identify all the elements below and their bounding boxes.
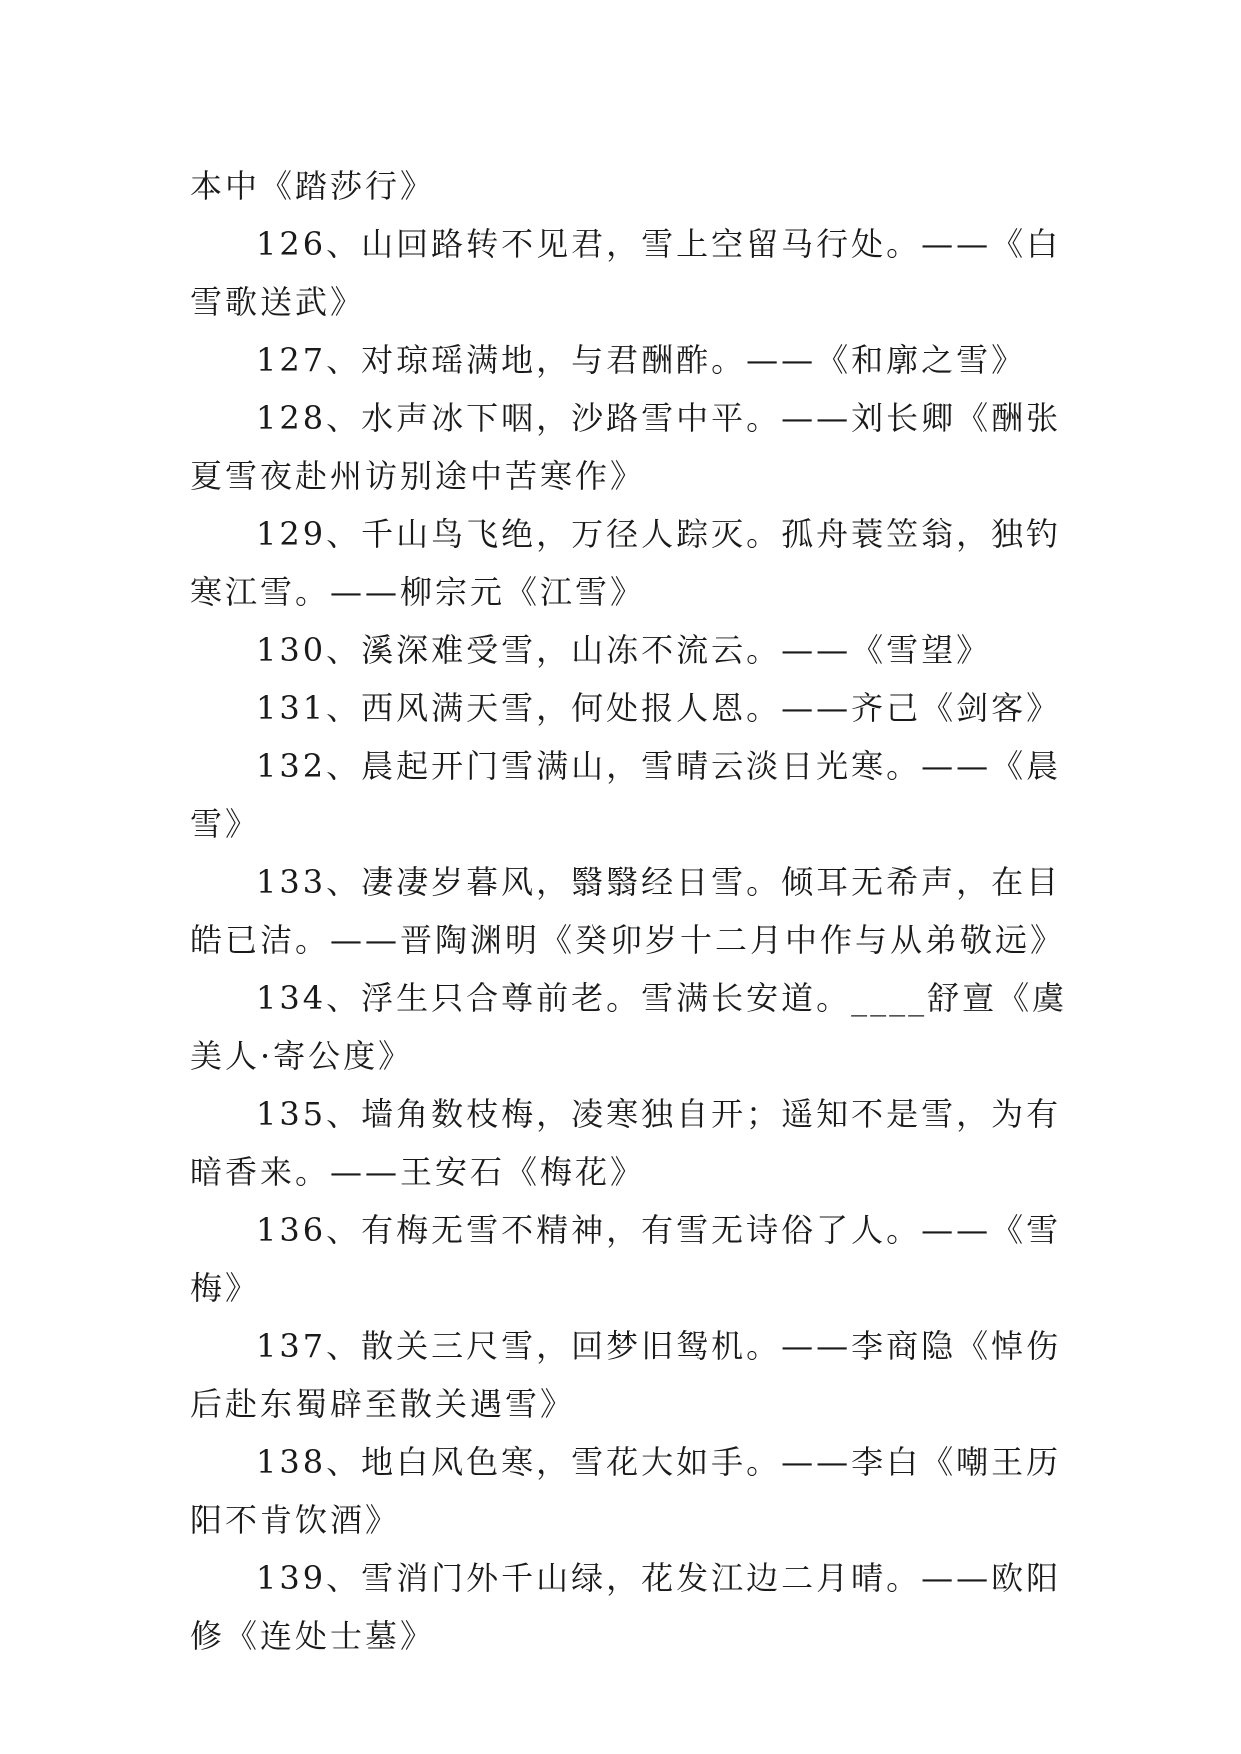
paragraph-136: 136、有梅无雪不精神，有雪无诗俗了人。——《雪梅》 <box>190 1211 1062 1307</box>
paragraph-127: 127、对琼瑶满地，与君酬酢。——《和廓之雪》 <box>256 341 1027 379</box>
paragraph-132: 132、晨起开门雪满山，雪晴云淡日光寒。——《晨雪》 <box>190 747 1062 843</box>
paragraph-139: 139、雪消门外千山绿，花发江边二月晴。——欧阳修《连处士墓》 <box>190 1559 1062 1655</box>
paragraph-131: 131、西风满天雪，何处报人恩。——齐己《剑客》 <box>256 689 1062 727</box>
document-body <box>190 157 1070 1665</box>
paragraph-128: 128、水声冰下咽，沙路雪中平。——刘长卿《酬张夏雪夜赴州访别途中苦寒作》 <box>190 399 1062 495</box>
paragraph-135: 135、墙角数枝梅，凌寒独自开；遥知不是雪，为有暗香来。——王安石《梅花》 <box>190 1095 1062 1191</box>
paragraph-continuation: 本中《踏莎行》 <box>190 167 436 205</box>
paragraph-137: 137、散关三尺雪，回梦旧鸳机。——李商隐《悼伤后赴东蜀辟至散关遇雪》 <box>190 1327 1062 1423</box>
paragraph-134: 134、浮生只合尊前老。雪满长安道。____舒亶《虞美人·寄公度》 <box>190 979 1068 1075</box>
paragraph-126: 126、山回路转不见君，雪上空留马行处。——《白雪歌送武》 <box>190 225 1062 321</box>
paragraph-133: 133、凄凄岁暮风，翳翳经日雪。倾耳无希声，在目皓已洁。——晋陶渊明《癸卯岁十二月中作与从弟敬远》 <box>190 863 1066 959</box>
paragraph-130: 130、溪深难受雪，山冻不流云。——《雪望》 <box>256 631 992 669</box>
paragraph-129: 129、千山鸟飞绝，万径人踪灭。孤舟蓑笠翁，独钓寒江雪。——柳宗元《江雪》 <box>190 515 1062 611</box>
paragraph-138: 138、地白风色寒，雪花大如手。——李白《嘲王历阳不肯饮酒》 <box>190 1443 1062 1539</box>
